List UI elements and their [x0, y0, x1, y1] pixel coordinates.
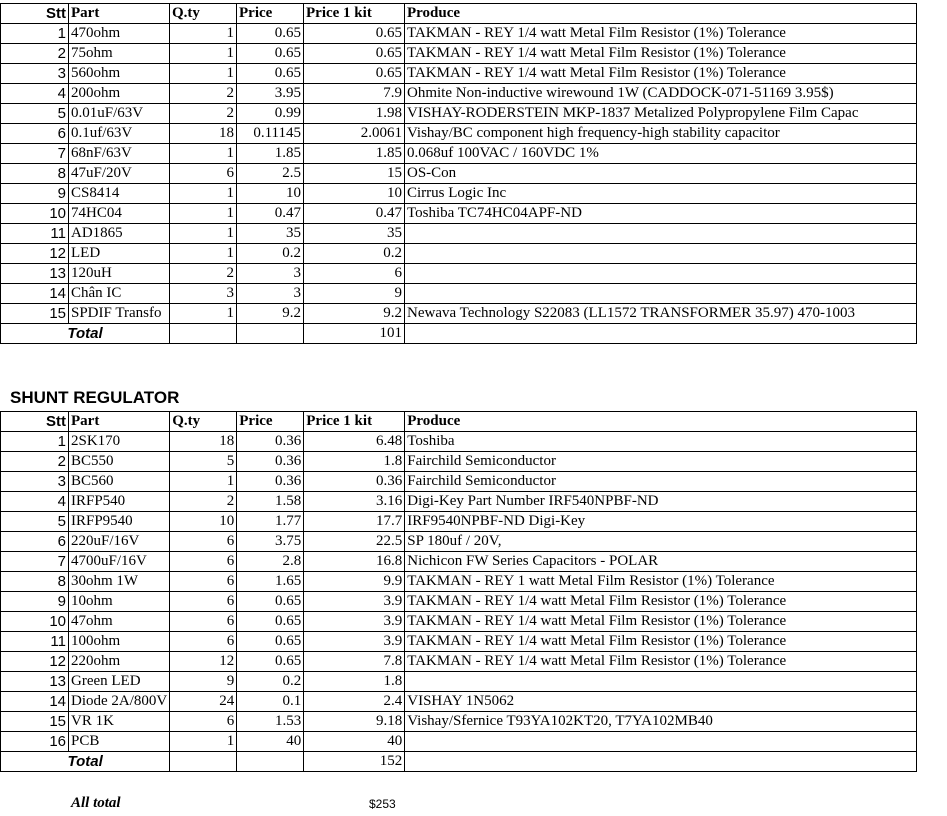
cell-qty[interactable]: 18 — [170, 432, 237, 452]
total-value[interactable]: 152 — [304, 752, 405, 772]
cell-produce[interactable]: Cirrus Logic Inc — [405, 184, 917, 204]
shunt-regulator-title: SHUNT REGULATOR — [10, 388, 180, 407]
cell-produce[interactable]: Digi-Key Part Number IRF540NPBF-ND — [405, 492, 917, 512]
cell-price-1-kit[interactable]: 0.36 — [304, 472, 405, 492]
table-row — [1, 164, 917, 184]
table-row — [1, 672, 917, 692]
cell-produce[interactable]: TAKMAN - REY 1/4 watt Metal Film Resistor (1%) Tolerance — [405, 612, 917, 632]
cell-qty[interactable]: 1 — [170, 224, 237, 244]
cell-part[interactable]: BC560 — [69, 472, 170, 492]
cell-part[interactable]: 120uH — [69, 264, 170, 284]
cell-price[interactable]: 3 — [237, 284, 304, 304]
cell-price-1-kit[interactable]: 9.9 — [304, 572, 405, 592]
cell-price[interactable]: 2.8 — [237, 552, 304, 572]
header-row — [1, 4, 917, 24]
cell-price[interactable] — [237, 752, 304, 772]
cell-stt[interactable]: 5 — [1, 512, 69, 532]
table-row — [1, 512, 917, 532]
table-row — [1, 492, 917, 512]
cell-part[interactable]: BC550 — [69, 452, 170, 472]
header-produce[interactable]: Produce — [405, 4, 917, 24]
cell-price[interactable]: 0.65 — [237, 632, 304, 652]
cell-part[interactable]: 200ohm — [69, 84, 170, 104]
cell-price-1-kit[interactable]: 40 — [304, 732, 405, 752]
cell-price-1-kit[interactable]: 1.85 — [304, 144, 405, 164]
table-row — [1, 552, 917, 572]
cell-qty[interactable]: 6 — [170, 712, 237, 732]
cell-price-1-kit[interactable]: 9.18 — [304, 712, 405, 732]
cell-price[interactable] — [237, 324, 304, 344]
table-row — [1, 692, 917, 712]
cell-stt[interactable]: 4 — [1, 84, 69, 104]
cell-price[interactable]: 0.65 — [237, 64, 304, 84]
cell-stt[interactable]: 6 — [1, 124, 69, 144]
total-value[interactable]: 101 — [304, 324, 405, 344]
cell-qty[interactable]: 6 — [170, 612, 237, 632]
cell-stt[interactable]: 15 — [1, 712, 69, 732]
cell-stt[interactable]: 3 — [1, 64, 69, 84]
table-row — [1, 84, 917, 104]
cell-stt[interactable]: 6 — [1, 532, 69, 552]
cell-part[interactable]: IRFP540 — [69, 492, 170, 512]
all-total-value[interactable]: $253 — [369, 797, 396, 811]
cell-price-1-kit[interactable]: 0.65 — [304, 24, 405, 44]
cell-part[interactable]: 220uF/16V — [69, 532, 170, 552]
cell-price[interactable]: 1.85 — [237, 144, 304, 164]
table-row — [1, 124, 917, 144]
cell-qty[interactable]: 6 — [170, 632, 237, 652]
parts-table-shunt-regulator — [0, 411, 917, 772]
cell-price[interactable]: 0.2 — [237, 244, 304, 264]
cell-qty[interactable]: 2 — [170, 492, 237, 512]
cell-stt[interactable]: 13 — [1, 672, 69, 692]
cell-part[interactable]: SPDIF Transfo — [69, 304, 170, 324]
cell-produce[interactable]: Vishay/Sfernice T93YA102KT20, T7YA102MB40 — [405, 712, 917, 732]
cell-produce[interactable]: Toshiba — [405, 432, 917, 452]
cell-stt[interactable]: 9 — [1, 184, 69, 204]
cell-stt[interactable]: 10 — [1, 612, 69, 632]
cell-qty[interactable]: 1 — [170, 204, 237, 224]
cell-part[interactable]: Diode 2A/800V — [69, 692, 170, 712]
table-row — [1, 244, 917, 264]
cell-price[interactable]: 1.65 — [237, 572, 304, 592]
cell-qty[interactable]: 1 — [170, 184, 237, 204]
cell-produce[interactable]: IRF9540NPBF-ND Digi-Key — [405, 512, 917, 532]
cell-part[interactable]: 560ohm — [69, 64, 170, 84]
cell-part[interactable]: 68nF/63V — [69, 144, 170, 164]
cell-price[interactable]: 1.77 — [237, 512, 304, 532]
cell-stt[interactable]: 8 — [1, 572, 69, 592]
header-stt[interactable]: Stt — [1, 4, 69, 24]
cell-part[interactable]: LED — [69, 244, 170, 264]
cell-qty[interactable]: 12 — [170, 652, 237, 672]
cell-stt[interactable]: 2 — [1, 44, 69, 64]
cell-qty[interactable] — [170, 324, 237, 344]
cell-stt[interactable]: 3 — [1, 472, 69, 492]
header-part[interactable]: Part — [69, 412, 170, 432]
cell-qty[interactable]: 1 — [170, 732, 237, 752]
cell-price-1-kit[interactable]: 0.47 — [304, 204, 405, 224]
cell-price[interactable]: 3 — [237, 264, 304, 284]
cell-stt[interactable]: 15 — [1, 304, 69, 324]
cell-produce[interactable]: TAKMAN - REY 1 watt Metal Film Resistor (1%) Tolerance — [405, 572, 917, 592]
cell-price[interactable]: 0.65 — [237, 24, 304, 44]
cell-price-1-kit[interactable]: 10 — [304, 184, 405, 204]
cell-price[interactable]: 2.5 — [237, 164, 304, 184]
cell-produce[interactable]: TAKMAN - REY 1/4 watt Metal Film Resistor (1%) Tolerance — [405, 44, 917, 64]
total-row — [1, 752, 917, 772]
cell-qty[interactable]: 18 — [170, 124, 237, 144]
cell-produce[interactable]: TAKMAN - REY 1/4 watt Metal Film Resistor (1%) Tolerance — [405, 592, 917, 612]
cell-price[interactable]: 0.65 — [237, 652, 304, 672]
cell-price-1-kit[interactable]: 16.8 — [304, 552, 405, 572]
cell-produce[interactable]: SP 180uf / 20V, — [405, 532, 917, 552]
cell-stt[interactable]: 7 — [1, 552, 69, 572]
table-row — [1, 472, 917, 492]
cell-price[interactable]: 0.2 — [237, 672, 304, 692]
header-row — [1, 412, 917, 432]
cell-qty[interactable]: 1 — [170, 244, 237, 264]
cell-price[interactable]: 0.36 — [237, 472, 304, 492]
cell-qty[interactable]: 6 — [170, 164, 237, 184]
table-row — [1, 184, 917, 204]
cell-price[interactable]: 0.47 — [237, 204, 304, 224]
cell-qty[interactable]: 2 — [170, 104, 237, 124]
table-row — [1, 144, 917, 164]
cell-qty[interactable]: 1 — [170, 44, 237, 64]
cell-price[interactable]: 0.65 — [237, 592, 304, 612]
cell-part[interactable]: AD1865 — [69, 224, 170, 244]
header-stt[interactable]: Stt — [1, 412, 69, 432]
cell-produce[interactable] — [405, 752, 917, 772]
cell-produce[interactable] — [405, 244, 917, 264]
header-price-1-kit[interactable]: Price 1 kit — [304, 412, 405, 432]
cell-price-1-kit[interactable]: 6 — [304, 264, 405, 284]
cell-qty[interactable]: 9 — [170, 672, 237, 692]
cell-qty[interactable]: 2 — [170, 264, 237, 284]
cell-price-1-kit[interactable]: 6.48 — [304, 432, 405, 452]
total-label[interactable]: Total — [1, 752, 170, 772]
cell-price-1-kit[interactable]: 35 — [304, 224, 405, 244]
cell-part[interactable]: 10ohm — [69, 592, 170, 612]
cell-produce[interactable]: Fairchild Semiconductor — [405, 452, 917, 472]
cell-stt[interactable]: 12 — [1, 652, 69, 672]
all-total-label: All total — [71, 795, 121, 811]
cell-price[interactable]: 0.1 — [237, 692, 304, 712]
cell-price[interactable]: 3.75 — [237, 532, 304, 552]
cell-stt[interactable]: 16 — [1, 732, 69, 752]
table-row — [1, 652, 917, 672]
table-row — [1, 732, 917, 752]
cell-price-1-kit[interactable]: 1.98 — [304, 104, 405, 124]
cell-part[interactable]: PCB — [69, 732, 170, 752]
cell-part[interactable]: IRFP9540 — [69, 512, 170, 532]
cell-qty[interactable] — [170, 752, 237, 772]
cell-price-1-kit[interactable]: 7.9 — [304, 84, 405, 104]
cell-produce[interactable]: Vishay/BC component high frequency-high stability capacitor — [405, 124, 917, 144]
cell-stt[interactable]: 2 — [1, 452, 69, 472]
cell-stt[interactable]: 5 — [1, 104, 69, 124]
cell-part[interactable]: 0.01uF/63V — [69, 104, 170, 124]
cell-price-1-kit[interactable]: 1.8 — [304, 672, 405, 692]
cell-produce[interactable]: Toshiba TC74HC04APF-ND — [405, 204, 917, 224]
cell-stt[interactable]: 11 — [1, 632, 69, 652]
total-row — [1, 324, 917, 344]
cell-stt[interactable]: 8 — [1, 164, 69, 184]
cell-qty[interactable]: 6 — [170, 532, 237, 552]
total-label[interactable]: Total — [1, 324, 170, 344]
cell-price-1-kit[interactable]: 0.65 — [304, 64, 405, 84]
cell-price[interactable]: 40 — [237, 732, 304, 752]
cell-qty[interactable]: 10 — [170, 512, 237, 532]
cell-produce[interactable]: Fairchild Semiconductor — [405, 472, 917, 492]
header-qty[interactable]: Q.ty — [170, 412, 237, 432]
cell-stt[interactable]: 12 — [1, 244, 69, 264]
cell-part[interactable]: 74HC04 — [69, 204, 170, 224]
table-row — [1, 432, 917, 452]
cell-qty[interactable]: 2 — [170, 84, 237, 104]
parts-table-dac — [0, 3, 917, 344]
table-row — [1, 452, 917, 472]
table-row — [1, 204, 917, 224]
cell-price-1-kit[interactable]: 1.8 — [304, 452, 405, 472]
cell-price-1-kit[interactable]: 3.9 — [304, 632, 405, 652]
cell-part[interactable]: 0.1uf/63V — [69, 124, 170, 144]
cell-price[interactable]: 0.36 — [237, 452, 304, 472]
cell-stt[interactable]: 13 — [1, 264, 69, 284]
cell-produce[interactable]: TAKMAN - REY 1/4 watt Metal Film Resistor (1%) Tolerance — [405, 632, 917, 652]
cell-part[interactable]: 47uF/20V — [69, 164, 170, 184]
cell-part[interactable]: CS8414 — [69, 184, 170, 204]
cell-part[interactable]: 2SK170 — [69, 432, 170, 452]
cell-price-1-kit[interactable]: 7.8 — [304, 652, 405, 672]
header-price[interactable]: Price — [237, 412, 304, 432]
header-price-1-kit[interactable]: Price 1 kit — [304, 4, 405, 24]
cell-stt[interactable]: 1 — [1, 432, 69, 452]
cell-produce[interactable]: VISHAY 1N5062 — [405, 692, 917, 712]
cell-part[interactable]: 30ohm 1W — [69, 572, 170, 592]
cell-produce[interactable]: Newava Technology S22083 (LL1572 TRANSFORMER 35.97) 470-1003 — [405, 304, 917, 324]
cell-qty[interactable]: 1 — [170, 64, 237, 84]
cell-price-1-kit[interactable]: 3.9 — [304, 612, 405, 632]
cell-produce[interactable]: Ohmite Non-inductive wirewound 1W (CADDOCK-071-51169 3.95$) — [405, 84, 917, 104]
table-row — [1, 612, 917, 632]
cell-produce[interactable] — [405, 224, 917, 244]
cell-produce[interactable]: TAKMAN - REY 1/4 watt Metal Film Resistor (1%) Tolerance — [405, 24, 917, 44]
cell-qty[interactable]: 1 — [170, 472, 237, 492]
cell-price-1-kit[interactable]: 2.4 — [304, 692, 405, 712]
table-row — [1, 224, 917, 244]
cell-part[interactable]: 220ohm — [69, 652, 170, 672]
cell-produce[interactable]: Nichicon FW Series Capacitors - POLAR — [405, 552, 917, 572]
cell-price-1-kit[interactable]: 2.0061 — [304, 124, 405, 144]
cell-stt[interactable]: 9 — [1, 592, 69, 612]
cell-price-1-kit[interactable]: 9.2 — [304, 304, 405, 324]
cell-qty[interactable]: 24 — [170, 692, 237, 712]
cell-price-1-kit[interactable]: 0.65 — [304, 44, 405, 64]
cell-part[interactable]: 100ohm — [69, 632, 170, 652]
cell-price[interactable]: 35 — [237, 224, 304, 244]
cell-price-1-kit[interactable]: 22.5 — [304, 532, 405, 552]
cell-produce[interactable]: VISHAY-RODERSTEIN MKP-1837 Metalized Polypropylene Film Capac — [405, 104, 917, 124]
cell-part[interactable]: 4700uF/16V — [69, 552, 170, 572]
header-price[interactable]: Price — [237, 4, 304, 24]
cell-qty[interactable]: 6 — [170, 572, 237, 592]
cell-price[interactable]: 1.53 — [237, 712, 304, 732]
cell-stt[interactable]: 7 — [1, 144, 69, 164]
cell-stt[interactable]: 14 — [1, 284, 69, 304]
cell-produce[interactable] — [405, 284, 917, 304]
cell-stt[interactable]: 1 — [1, 24, 69, 44]
table-row — [1, 532, 917, 552]
cell-part[interactable]: 75ohm — [69, 44, 170, 64]
cell-part[interactable]: 47ohm — [69, 612, 170, 632]
cell-qty[interactable]: 5 — [170, 452, 237, 472]
cell-stt[interactable]: 14 — [1, 692, 69, 712]
cell-price[interactable]: 0.11145 — [237, 124, 304, 144]
cell-part[interactable]: Green LED — [69, 672, 170, 692]
cell-price[interactable]: 0.36 — [237, 432, 304, 452]
cell-qty[interactable]: 1 — [170, 304, 237, 324]
table-row — [1, 592, 917, 612]
cell-produce[interactable] — [405, 324, 917, 344]
cell-price-1-kit[interactable]: 0.2 — [304, 244, 405, 264]
cell-price-1-kit[interactable]: 15 — [304, 164, 405, 184]
header-part[interactable]: Part — [69, 4, 170, 24]
cell-produce[interactable]: TAKMAN - REY 1/4 watt Metal Film Resistor (1%) Tolerance — [405, 652, 917, 672]
table-row — [1, 64, 917, 84]
cell-price[interactable]: 0.65 — [237, 612, 304, 632]
cell-produce[interactable] — [405, 264, 917, 284]
cell-produce[interactable] — [405, 732, 917, 752]
table-row — [1, 284, 917, 304]
header-qty[interactable]: Q.ty — [170, 4, 237, 24]
table-row — [1, 44, 917, 64]
cell-stt[interactable]: 4 — [1, 492, 69, 512]
table-row — [1, 104, 917, 124]
cell-stt[interactable]: 11 — [1, 224, 69, 244]
cell-qty[interactable]: 3 — [170, 284, 237, 304]
cell-qty[interactable]: 1 — [170, 144, 237, 164]
cell-price[interactable]: 0.99 — [237, 104, 304, 124]
cell-part[interactable]: 470ohm — [69, 24, 170, 44]
cell-qty[interactable]: 1 — [170, 24, 237, 44]
cell-price[interactable]: 10 — [237, 184, 304, 204]
cell-price[interactable]: 9.2 — [237, 304, 304, 324]
table-row — [1, 632, 917, 652]
table-row — [1, 712, 917, 732]
cell-qty[interactable]: 6 — [170, 552, 237, 572]
cell-price[interactable]: 0.65 — [237, 44, 304, 64]
cell-produce[interactable] — [405, 672, 917, 692]
cell-price-1-kit[interactable]: 3.9 — [304, 592, 405, 612]
cell-qty[interactable]: 6 — [170, 592, 237, 612]
table-row — [1, 304, 917, 324]
cell-stt[interactable]: 10 — [1, 204, 69, 224]
cell-price[interactable]: 3.95 — [237, 84, 304, 104]
table-row — [1, 572, 917, 592]
cell-price-1-kit[interactable]: 9 — [304, 284, 405, 304]
cell-produce[interactable]: TAKMAN - REY 1/4 watt Metal Film Resistor (1%) Tolerance — [405, 64, 917, 84]
table-row — [1, 264, 917, 284]
cell-price-1-kit[interactable]: 17.7 — [304, 512, 405, 532]
cell-produce[interactable]: 0.068uf 100VAC / 160VDC 1% — [405, 144, 917, 164]
cell-price[interactable]: 1.58 — [237, 492, 304, 512]
cell-produce[interactable]: OS-Con — [405, 164, 917, 184]
header-produce[interactable]: Produce — [405, 412, 917, 432]
table-row — [1, 24, 917, 44]
cell-part[interactable]: VR 1K — [69, 712, 170, 732]
cell-part[interactable]: Chân IC — [69, 284, 170, 304]
cell-price-1-kit[interactable]: 3.16 — [304, 492, 405, 512]
